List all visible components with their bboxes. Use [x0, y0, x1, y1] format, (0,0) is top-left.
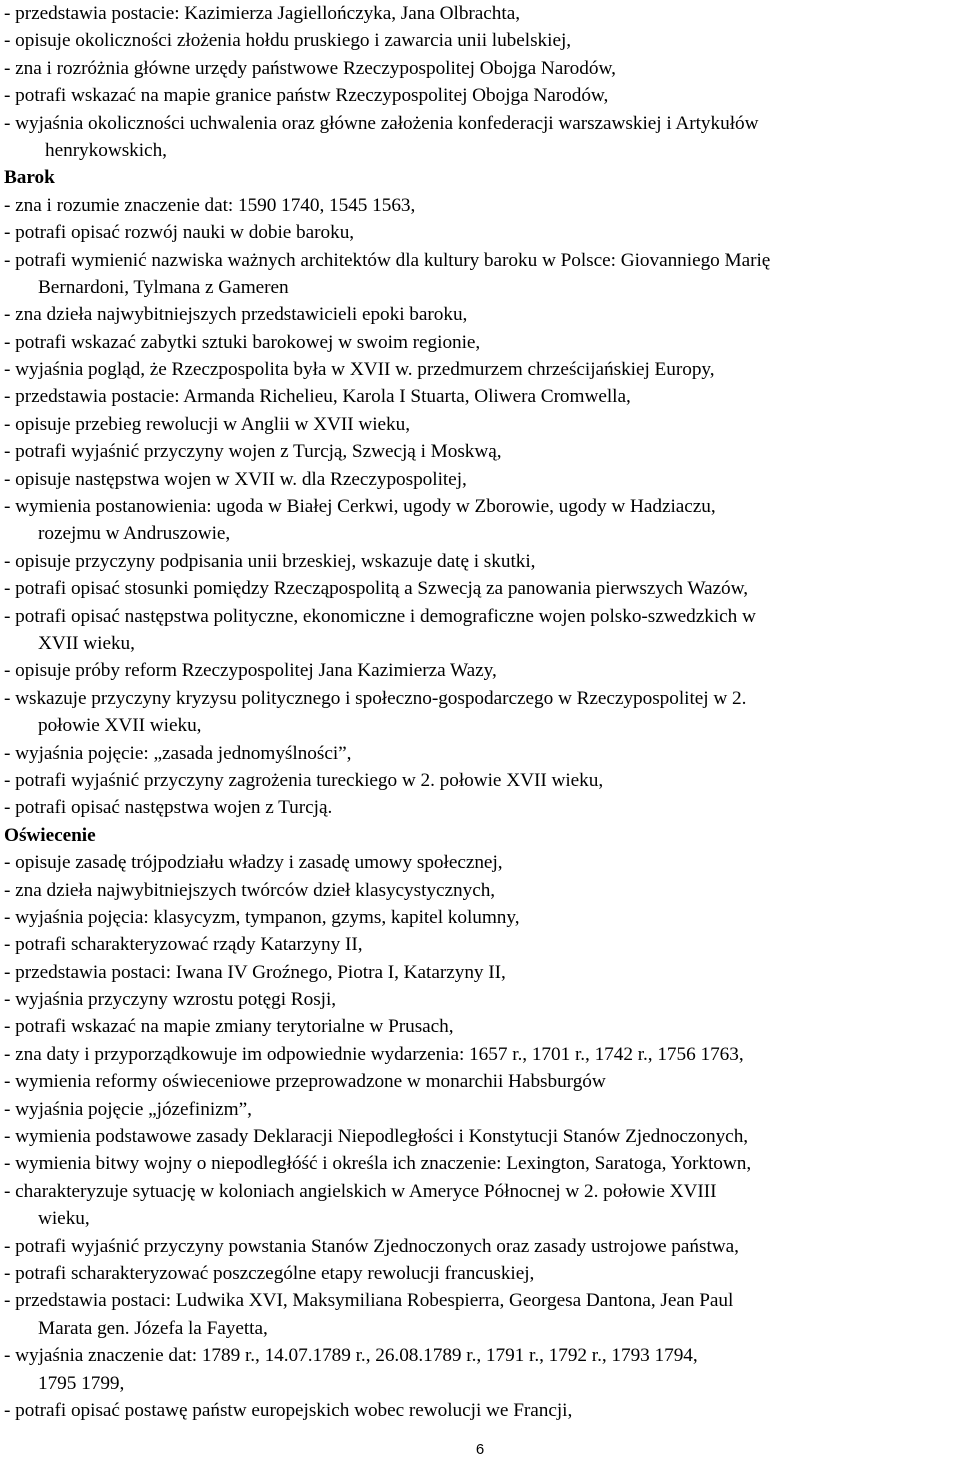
list-item: - potrafi opisać następstwa wojen z Turcją. — [4, 797, 333, 819]
list-item: - wyjaśnia pojęcie „józefinizm”, — [4, 1098, 252, 1120]
list-item-continuation: Bernardoni, Tylmana z Gameren — [38, 276, 289, 298]
list-item: - potrafi scharakteryzować poszczególne etapy rewolucji francuskiej, — [4, 1262, 535, 1284]
list-item: - opisuje przyczyny podpisania unii brzeskiej, wskazuje datę i skutki, — [4, 550, 536, 572]
list-item-continuation: henrykowskich, — [45, 139, 167, 161]
list-item: - zna i rozumie znaczenie dat: 1590 1740, 1545 1563, — [4, 194, 416, 216]
list-item: - potrafi wskazać na mapie zmiany terytorialne w Prusach, — [4, 1016, 454, 1038]
list-item: - potrafi wyjaśnić przyczyny zagrożenia tureckiego w 2. połowie XVII wieku, — [4, 769, 604, 791]
list-item-continuation: wieku, — [38, 1208, 90, 1230]
list-item: - wyjaśnia znaczenie dat: 1789 r., 14.07.1789 r., 26.08.1789 r., 1791 r., 1792 r., 1793 1794, — [4, 1345, 698, 1367]
list-item: - wyjaśnia pojęcia: klasycyzm, tympanon, gzyms, kapitel kolumny, — [4, 906, 520, 928]
list-item: - potrafi wskazać zabytki sztuki barokowej w swoim regionie, — [4, 331, 481, 353]
list-item-continuation: Marata gen. Józefa la Fayetta, — [38, 1317, 268, 1339]
list-item: - wyjaśnia przyczyny wzrostu potęgi Rosji, — [4, 989, 337, 1011]
list-item: - wymienia reformy oświeceniowe przeprowadzone w monarchii Habsburgów — [4, 1071, 606, 1093]
list-item: - zna daty i przyporządkowuje im odpowiednie wydarzenia: 1657 r., 1701 r., 1742 r., 1756 1763, — [4, 1043, 744, 1065]
list-item: - opisuje próby reform Rzeczypospolitej Jana Kazimierza Wazy, — [4, 660, 497, 682]
list-item: - opisuje przebieg rewolucji w Anglii w XVII wieku, — [4, 413, 411, 435]
section-heading-oswiecenie: Oświecenie — [4, 824, 96, 846]
list-item: - opisuje następstwa wojen w XVII w. dla Rzeczypospolitej, — [4, 468, 467, 490]
list-item: - potrafi wyjaśnić przyczyny wojen z Turcją, Szwecją i Moskwą, — [4, 441, 502, 463]
list-item: - opisuje zasadę trójpodziału władzy i zasadę umowy społecznej, — [4, 852, 503, 874]
list-item: - wymienia bitwy wojny o niepodległóść i określa ich znaczenie: Lexington, Saratoga, Yorktown, — [4, 1153, 752, 1175]
list-item-continuation: 1795 1799, — [38, 1372, 125, 1394]
list-item: - opisuje okoliczności złożenia hołdu pruskiego i zawarcia unii lubelskiej, — [4, 30, 572, 52]
list-item: - potrafi wyjaśnić przyczyny powstania Stanów Zjednoczonych oraz zasady ustrojowe państwa, — [4, 1235, 739, 1257]
list-item: - potrafi scharakteryzować rządy Katarzyny II, — [4, 934, 363, 956]
list-item: - zna dzieła najwybitniejszych twórców dzieł klasycystycznych, — [4, 879, 496, 901]
list-item: - wskazuje przyczyny kryzysu politycznego i społeczno-gospodarczego w Rzeczypospolitej w 2. — [4, 687, 747, 709]
list-item-continuation: połowie XVII wieku, — [38, 715, 202, 737]
list-item: - zna dzieła najwybitniejszych przedstawicieli epoki baroku, — [4, 304, 468, 326]
list-item: - potrafi wskazać na mapie granice państw Rzeczypospolitej Obojga Narodów, — [4, 85, 609, 107]
list-item: - przedstawia postacie: Armanda Richelieu, Karola I Stuarta, Oliwera Cromwella, — [4, 386, 631, 408]
list-item: - potrafi opisać następstwa polityczne, ekonomiczne i demograficzne wojen polsko-szwedzkich w — [4, 605, 756, 627]
list-item: - charakteryzuje sytuację w koloniach angielskich w Ameryce Północnej w 2. połowie XVIII — [4, 1180, 717, 1202]
document-page — [4, 0, 956, 1424]
list-item: - przedstawia postacie: Kazimierza Jagiellończyka, Jana Olbrachta, — [4, 3, 520, 24]
list-item-continuation: rozejmu w Andruszowie, — [38, 523, 231, 545]
list-item: - potrafi opisać postawę państw europejskich wobec rewolucji we Francji, — [4, 1399, 573, 1421]
list-item: - przedstawia postaci: Iwana IV Groźnego, Piotra I, Katarzyny II, — [4, 961, 506, 983]
list-item: - przedstawia postaci: Ludwika XVI, Maksymiliana Robespierra, Georgesa Dantona, Jean Paul — [4, 1290, 734, 1312]
list-item-continuation: XVII wieku, — [38, 632, 135, 654]
list-item: - wyjaśnia pogląd, że Rzeczpospolita była w XVII w. przedmurzem chrześcijańskiej Europy, — [4, 359, 715, 381]
list-item: - potrafi opisać stosunki pomiędzy Rzecząpospolitą a Szwecją za panowania pierwszych Wazów, — [4, 578, 748, 600]
list-item: - wymienia postanowienia: ugoda w Białej Cerkwi, ugody w Zborowie, ugody w Hadziaczu, — [4, 496, 716, 518]
list-item: - wyjaśnia pojęcie: „zasada jednomyślności”, — [4, 742, 352, 764]
list-item: - potrafi opisać rozwój nauki w dobie baroku, — [4, 222, 355, 244]
section-heading-barok: Barok — [4, 167, 55, 189]
list-item: - zna i rozróżnia główne urzędy państwowe Rzeczypospolitej Obojga Narodów, — [4, 57, 616, 79]
page-number: 6 — [475, 1441, 485, 1458]
list-item: - wyjaśnia okoliczności uchwalenia oraz główne założenia konfederacji warszawskiej i Artykułów — [4, 112, 759, 134]
list-item: - potrafi wymienić nazwiska ważnych architektów dla kultury baroku w Polsce: Giovanniego Marię — [4, 249, 771, 271]
list-item: - wymienia podstawowe zasady Deklaracji Niepodległości i Konstytucji Stanów Zjednoczonych, — [4, 1126, 749, 1148]
